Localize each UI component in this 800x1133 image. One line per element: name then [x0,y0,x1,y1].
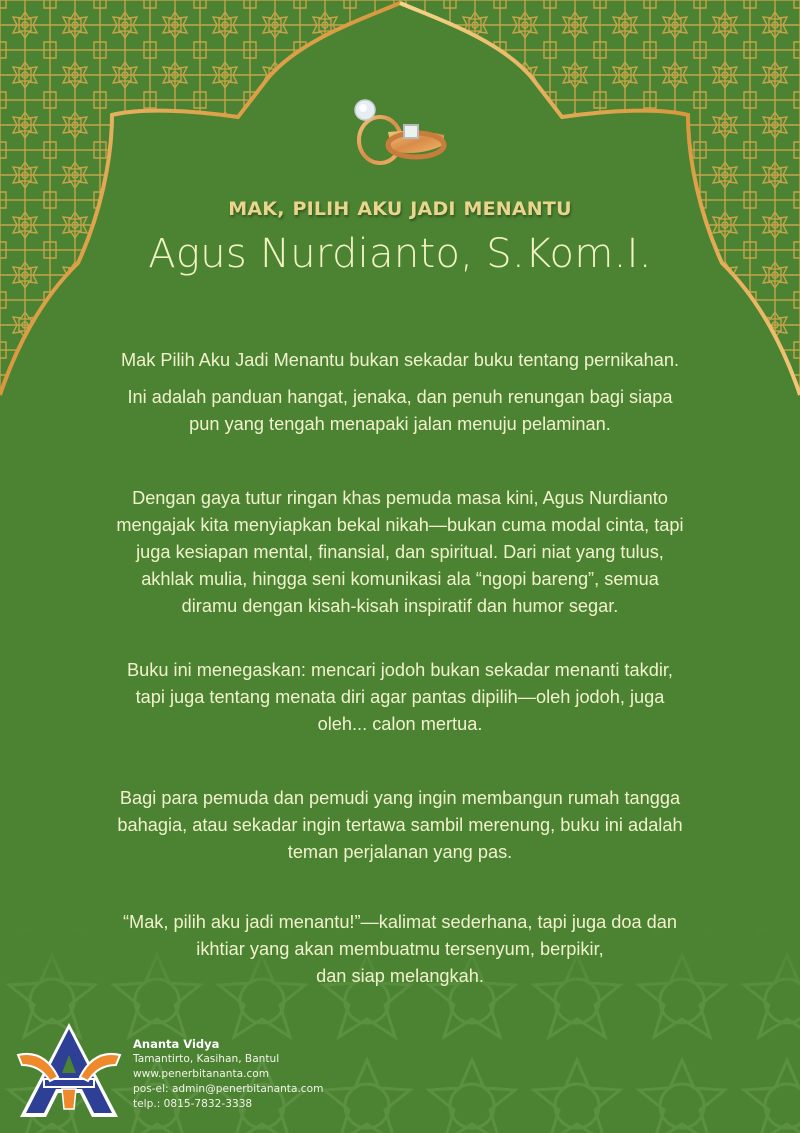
publisher-logo [14,1019,124,1121]
blurb-line: akhlak mulia, hingga seni komunikasi ala “ngopi bareng”, semua [141,569,659,589]
publisher-address: Tamantirto, Kasihan, Bantul [133,1053,280,1065]
blurb-paragraph-3 [60,485,740,620]
blurb-line: ikhtiar yang akan membuatmu tersenyum, berpikir, [196,939,604,959]
blurb-line: Dengan gaya tutur ringan khas pemuda masa kini, Agus Nurdianto [132,488,668,508]
blurb-line: pun yang tengah menapaki jalan menuju pelaminan. [189,414,611,434]
blurb-line: dan siap melangkah. [316,966,484,986]
blurb-line: mengajak kita menyiapkan bekal nikah—bukan cuma modal cinta, tapi [116,515,684,535]
blurb-line: juga kesiapan mental, finansial, dan spiritual. Dari niat yang tulus, [136,542,664,562]
blurb-line: teman perjalanan yang pas. [287,842,513,862]
blurb-line: Ini adalah panduan hangat, jenaka, dan penuh renungan bagi siapa [127,387,673,407]
publisher-name: Ananta Vidya [133,1037,220,1051]
wedding-rings-image [348,97,452,169]
blurb-line: Buku ini menegaskan: mencari jodoh bukan sekadar menanti takdir, [127,660,673,680]
blurb-line: oleh... calon mertua. [317,714,483,734]
publisher-info [133,1037,323,1112]
blurb-paragraph-2 [60,384,740,438]
blurb-line: Bagi para pemuda dan pemudi yang ingin membangun rumah tangga [119,788,681,808]
publisher-website: www.penerbitananta.com [133,1068,270,1080]
blurb-line: Mak Pilih Aku Jadi Menantu bukan sekadar buku tentang pernikahan. [120,350,680,370]
blurb-line: tapi juga tentang menata diri agar pantas dipilih—oleh jodoh, juga [135,687,665,707]
book-title: MAK, PILIH AKU JADI MENANTU [228,198,572,220]
publisher-email: pos-el: admin@penerbitananta.com [133,1083,324,1095]
blurb-paragraph-6 [60,909,740,990]
author-name: Agus Nurdianto, S.Kom.I. [148,231,652,277]
blurb-line: diramu dengan kisah-kisah inspiratif dan humor segar. [181,596,619,616]
blurb-paragraph-5 [60,785,740,866]
blurb-line: “Mak, pilih aku jadi menantu!”—kalimat sederhana, tapi juga doa dan [122,912,678,932]
blurb-line: bahagia, atau sekadar ingin tertawa sambil merenung, buku ini adalah [117,815,683,835]
logo-letter: A [14,1019,15,1020]
blurb-paragraph-4 [60,657,740,738]
blurb-paragraph-1 [60,347,740,374]
publisher-phone: telp.: 0815-7832-3338 [133,1098,253,1110]
